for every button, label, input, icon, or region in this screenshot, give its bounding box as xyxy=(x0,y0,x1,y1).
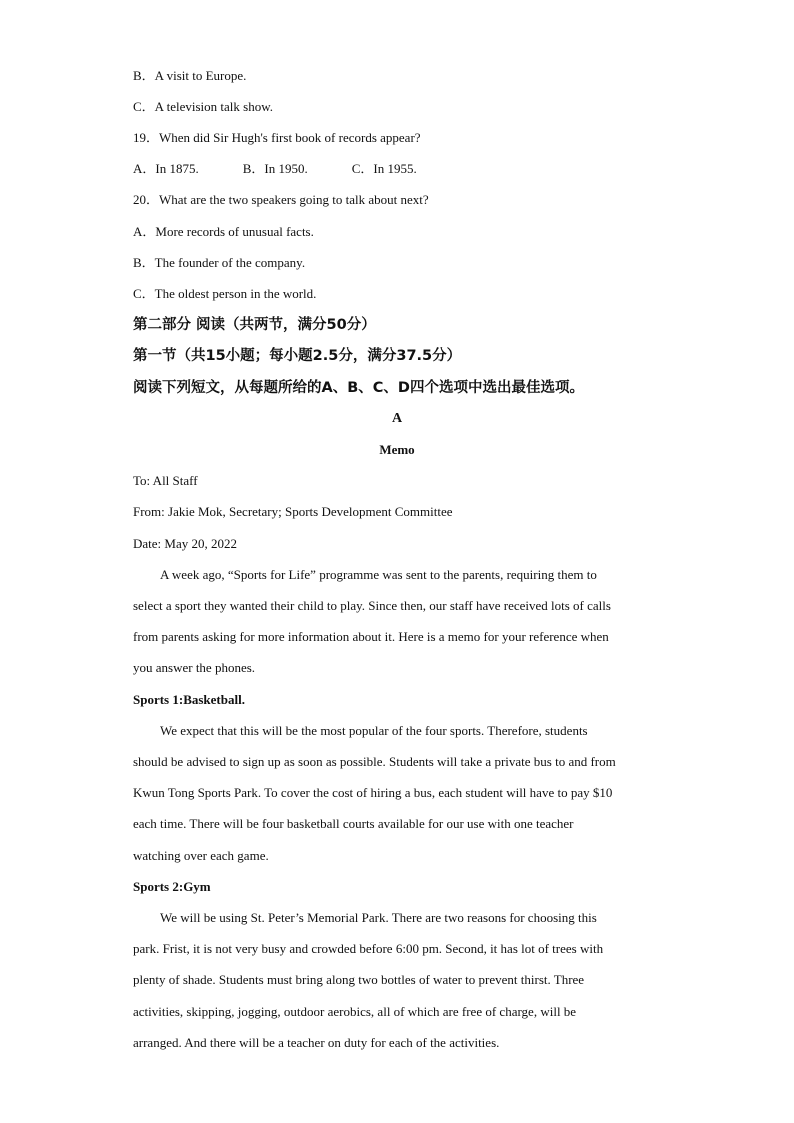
passage-label: A xyxy=(391,411,403,426)
q19-option-b: B．In 1950. xyxy=(242,161,308,176)
sport2-heading: Sports 2:Gym xyxy=(133,879,211,894)
sport1-line: We expect that this will be the most popular of the four sports. Therefore, students xyxy=(160,723,588,738)
memo-from: From: Jakie Mok, Secretary; Sports Development Committee xyxy=(133,504,453,519)
q19-options xyxy=(133,161,417,177)
memo-to: To: All Staff xyxy=(133,473,198,488)
intro-line: you answer the phones. xyxy=(133,660,256,675)
q18-option-c: C．A television talk show. xyxy=(133,99,273,114)
sport2-line: activities, skipping, jogging, outdoor aerobics, all of which are free of charge, will be xyxy=(133,1004,577,1019)
q20-option-a: A．More records of unusual facts. xyxy=(133,224,314,239)
sport2-line: park. Frist, it is not very busy and crowded before 6:00 pm. Second, it has lot of trees with xyxy=(133,941,604,956)
q19-option-a: A．In 1875. xyxy=(133,161,199,176)
q20-question: 20．What are the two speakers going to talk about next? xyxy=(133,192,429,207)
intro-line: select a sport they wanted their child to play. Since then, our staff have received lots of calls xyxy=(133,598,611,613)
sport1-heading: Sports 1:Basketball. xyxy=(133,692,245,707)
q19-question: 19．When did Sir Hugh's first book of records appear? xyxy=(133,130,421,145)
section-one-heading: 第一节（共15小题；每小题2.5分，满分37.5分） xyxy=(133,348,462,364)
sport2-line: arranged. And there will be a teacher on duty for each of the activities. xyxy=(133,1035,500,1050)
sport1-line: each time. There will be four basketball courts available for our use with one teacher xyxy=(133,816,574,831)
sport2-line: plenty of shade. Students must bring along two bottles of water to prevent thirst. Three xyxy=(133,972,585,987)
q20-option-b: B．The founder of the company. xyxy=(133,255,306,270)
q20-option-c: C．The oldest person in the world. xyxy=(133,286,317,301)
sport2-line: We will be using St. Peter’s Memorial Park. There are two reasons for choosing this xyxy=(160,910,597,925)
intro-line: A week ago, “Sports for Life” programme was sent to the parents, requiring them to xyxy=(160,567,597,582)
sport1-line: should be advised to sign up as soon as possible. Students will take a private bus to and from xyxy=(133,754,616,769)
intro-line: from parents asking for more information about it. Here is a memo for your reference when xyxy=(133,629,609,644)
reading-instructions: 阅读下列短文，从每题所给的A、B、C、D四个选项中选出最佳选项。 xyxy=(133,380,584,396)
memo-date: Date: May 20, 2022 xyxy=(133,536,237,551)
memo-title: Memo xyxy=(379,442,415,457)
q18-option-b: B．A visit to Europe. xyxy=(133,68,247,83)
q19-option-c: C．In 1955. xyxy=(351,161,417,176)
part-two-heading: 第二部分 阅读（共两节，满分50分） xyxy=(133,317,376,333)
sport1-line: watching over each game. xyxy=(133,848,269,863)
sport1-line: Kwun Tong Sports Park. To cover the cost of hiring a bus, each student will have to pay $10 xyxy=(133,785,613,800)
